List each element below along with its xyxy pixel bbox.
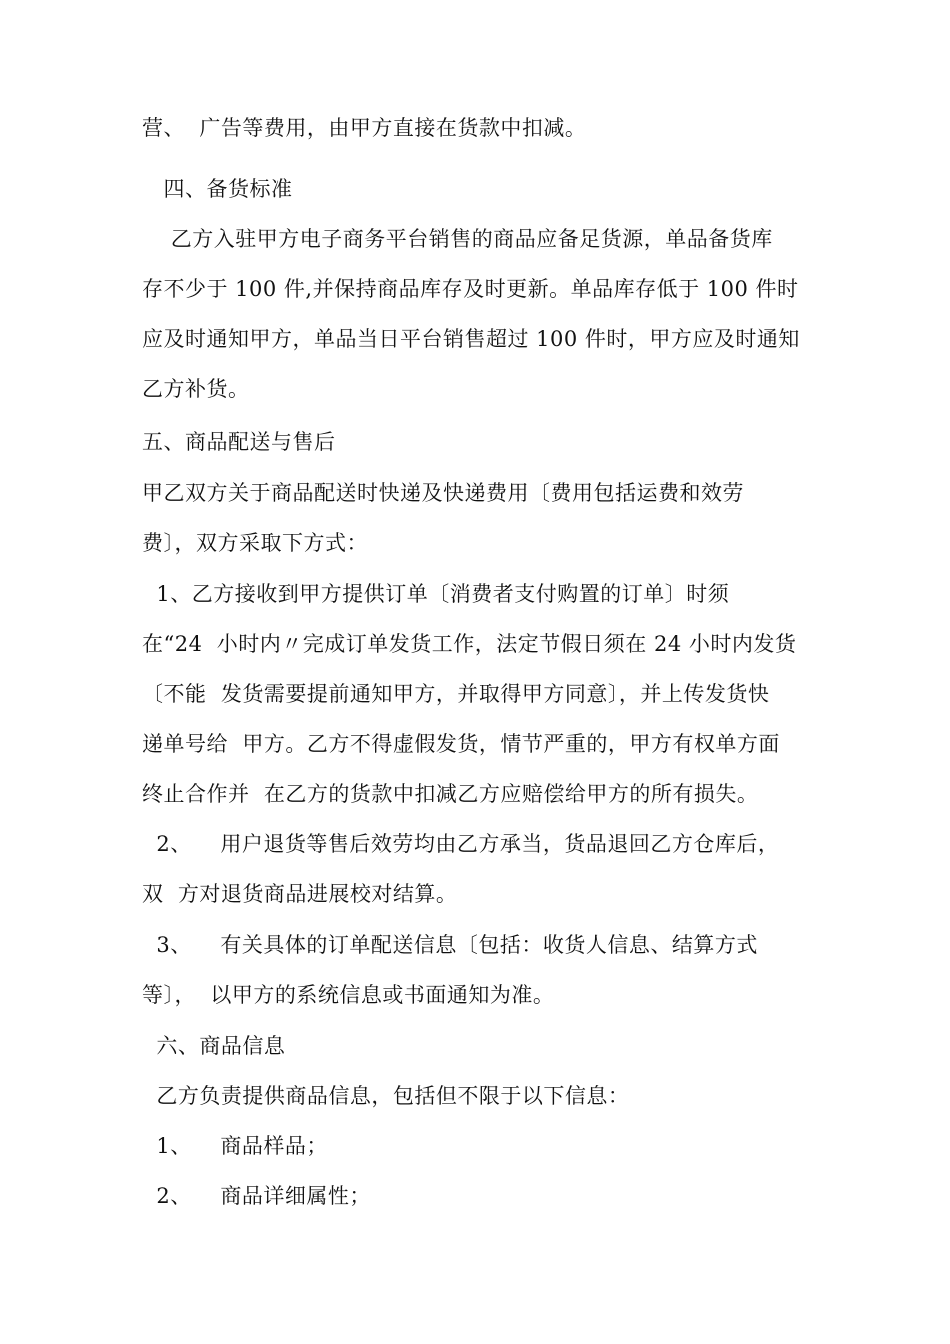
section-heading-delivery: 五、商品配送与售后: [142, 430, 336, 454]
section-heading-stock: 四、备货标准: [142, 177, 293, 201]
paragraph-line: 在“24 小时内〃完成订单发货工作，法定节假日须在 24 小时内发货: [142, 632, 797, 656]
paragraph-line: 递单号给 甲方。乙方不得虚假发货，情节严重的，甲方有权单方面: [142, 732, 780, 756]
list-item: 3、 有关具体的订单配送信息〔包括：收货人信息、结算方式: [142, 933, 758, 957]
paragraph-line: 营、 广告等费用，由甲方直接在货款中扣减。: [142, 116, 587, 140]
paragraph-line: 等〕， 以甲方的系统信息或书面通知为准。: [142, 983, 555, 1007]
paragraph-line: 〔不能 发货需要提前通知甲方，并取得甲方同意〕，并上传发货快: [142, 682, 770, 706]
section-heading-product-info: 六、商品信息: [142, 1034, 286, 1058]
paragraph-line: 乙方入驻甲方电子商务平台销售的商品应备足货源，单品备货库: [142, 227, 773, 251]
paragraph-line: 终止合作并 在乙方的货款中扣减乙方应赔偿给甲方的所有损失。: [142, 782, 759, 806]
paragraph-line: 乙方补货。: [142, 377, 250, 401]
paragraph-line: 甲乙双方关于商品配送时快递及快递费用〔费用包括运费和效劳: [142, 481, 744, 505]
paragraph-line: 1、乙方接收到甲方提供订单〔消费者支付购置的订单〕时须: [142, 582, 730, 606]
paragraph-line: 存不少于 100 件,并保持商品库存及时更新。单品库存低于 100 件时: [142, 277, 799, 301]
paragraph-line: 双 方对退货商品进展校对结算。: [142, 882, 458, 906]
paragraph-line: 费〕，双方采取下方式：: [142, 531, 368, 555]
list-item: 2、 商品详细属性；: [142, 1184, 371, 1208]
paragraph-line: 乙方负责提供商品信息，包括但不限于以下信息：: [142, 1084, 630, 1108]
paragraph-line: 应及时通知甲方，单品当日平台销售超过 100 件时，甲方应及时通知: [142, 327, 800, 351]
list-item: 1、 商品样品；: [142, 1134, 328, 1158]
list-item: 2、 用户退货等售后效劳均由乙方承当，货品退回乙方仓库后，: [142, 832, 780, 856]
